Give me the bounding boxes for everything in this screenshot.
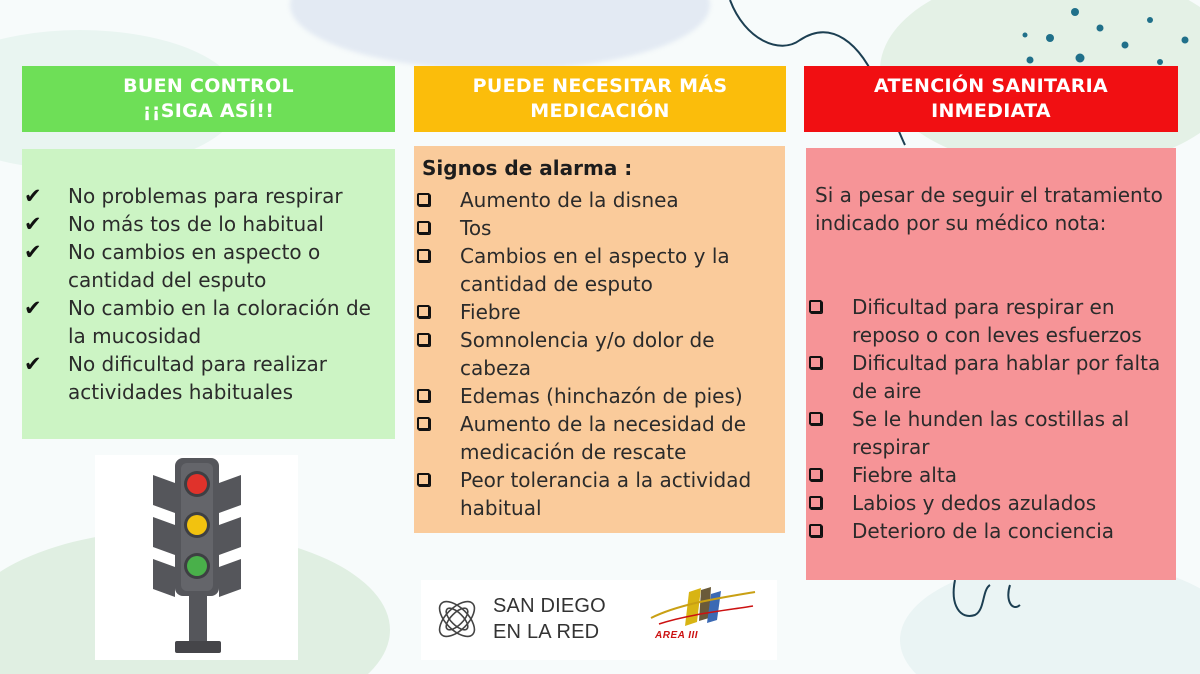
list-item — [22, 350, 388, 406]
area-iii-logo-icon — [649, 584, 759, 634]
green-list — [22, 182, 388, 406]
list-item-text: Dificultad para hablar por falta de aire — [852, 351, 1161, 403]
checkbox-icon — [414, 410, 460, 466]
check-icon: ✔ — [24, 296, 42, 320]
list-item — [22, 182, 388, 210]
checkbox-icon — [414, 298, 460, 326]
list-item-text: No cambios en aspecto o cantidad del esputo — [68, 240, 321, 292]
list-item — [806, 405, 1174, 461]
check-icon: ✔ — [24, 212, 42, 236]
checkbox-icon — [414, 186, 460, 214]
traffic-light-icon — [95, 455, 298, 660]
header-line: ATENCIÓN SANITARIA — [873, 75, 1109, 97]
list-item-text: No más tos de lo habitual — [68, 212, 324, 236]
list-item-text: Somnolencia y/o dolor de cabeza — [460, 328, 715, 380]
yellow-list — [414, 186, 782, 522]
list-item — [414, 466, 782, 522]
check-icon: ✔ — [24, 352, 42, 376]
header-line: BUEN CONTROL — [123, 75, 294, 97]
list-item-text: Fiebre — [460, 300, 521, 324]
logo-line: SAN DIEGO — [493, 595, 606, 617]
list-item-text: Dificultad para respirar en reposo o con leves esfuerzos — [852, 295, 1142, 347]
list-item — [414, 410, 782, 466]
header-atencion-sanitaria — [804, 66, 1178, 132]
list-item-text: Peor tolerancia a la actividad habitual — [460, 468, 752, 520]
list-item — [806, 349, 1174, 405]
list-item-text: No problemas para respirar — [68, 184, 343, 208]
list-item — [414, 382, 782, 410]
list-item-text: Cambios en el aspecto y la cantidad de esputo — [460, 244, 730, 296]
san-diego-logo-text — [493, 593, 606, 645]
list-item — [414, 326, 782, 382]
list-item-text: Aumento de la necesidad de medicación de rescate — [460, 412, 747, 464]
list-item — [414, 242, 782, 298]
checkbox-icon — [806, 405, 852, 461]
list-item-text: No dificultad para realizar actividades habituales — [68, 352, 328, 404]
list-item — [806, 293, 1174, 349]
checkbox-icon — [414, 382, 460, 410]
panel-buen-control — [22, 149, 395, 439]
area-iii-logo-text: AREA III — [655, 630, 699, 641]
logos-card — [421, 580, 777, 660]
list-item — [22, 238, 388, 294]
alarm-signs-title: Signos de alarma : — [422, 156, 633, 180]
list-item — [22, 294, 388, 350]
header-line: MEDICACIÓN — [530, 100, 670, 122]
checkbox-icon — [806, 461, 852, 489]
checkbox-icon — [414, 466, 460, 522]
checkbox-icon — [414, 242, 460, 298]
list-item-text: Aumento de la disnea — [460, 188, 679, 212]
panel-atencion-sanitaria — [806, 148, 1176, 580]
list-item — [806, 489, 1174, 517]
header-buen-control — [22, 66, 395, 132]
check-icon: ✔ — [24, 184, 42, 208]
list-item-text: Fiebre alta — [852, 463, 957, 487]
checkbox-icon — [414, 214, 460, 242]
list-item — [22, 210, 388, 238]
traffic-light-card — [95, 455, 298, 660]
list-item-text: No cambio en la coloración de la mucosidad — [68, 296, 371, 348]
header-line: ¡¡SIGA ASÍ!! — [142, 100, 275, 122]
header-line: INMEDIATA — [931, 100, 1051, 122]
header-puede-necesitar — [414, 66, 786, 132]
check-icon: ✔ — [24, 240, 42, 264]
list-item-text: Labios y dedos azulados — [852, 491, 1097, 515]
checkbox-icon — [806, 489, 852, 517]
checkbox-icon — [806, 349, 852, 405]
checkbox-icon — [806, 517, 852, 545]
list-item-text: Tos — [460, 216, 492, 240]
red-intro-text: Si a pesar de seguir el tratamiento indicado por su médico nota: — [815, 183, 1163, 235]
list-item — [806, 517, 1174, 545]
logo-line: EN LA RED — [493, 621, 600, 643]
panel-puede-necesitar — [414, 146, 785, 533]
list-item-text: Se le hunden las costillas al respirar — [852, 407, 1130, 459]
list-item — [414, 298, 782, 326]
list-item-text: Edemas (hinchazón de pies) — [460, 384, 743, 408]
red-list — [806, 293, 1174, 545]
list-item-text: Deterioro de la conciencia — [852, 519, 1115, 543]
list-item — [414, 214, 782, 242]
checkbox-icon — [414, 326, 460, 382]
list-item — [806, 461, 1174, 489]
checkbox-icon — [806, 293, 852, 349]
list-item — [414, 186, 782, 214]
san-diego-logo-icon — [427, 590, 487, 648]
header-line: PUEDE NECESITAR MÁS — [472, 75, 728, 97]
